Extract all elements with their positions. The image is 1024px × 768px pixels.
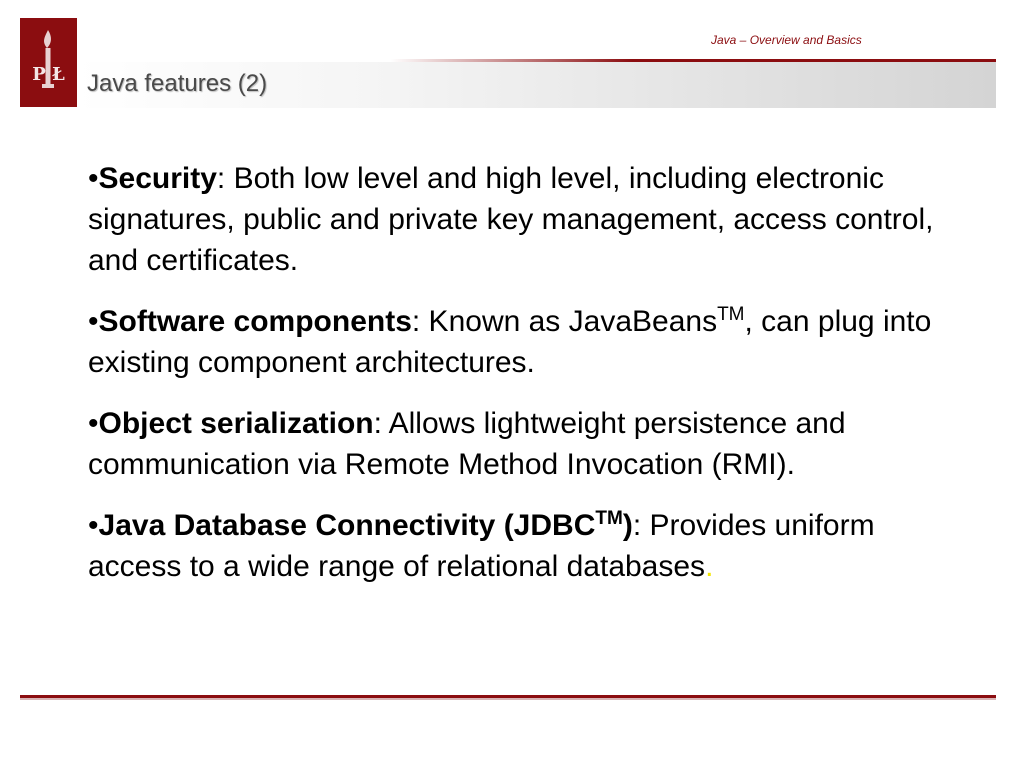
bullet-object-serialization	[88, 403, 968, 485]
bullet-text: : Known as JavaBeans	[411, 305, 718, 338]
bullet-marker: •	[88, 509, 99, 542]
bullet-term-close: )	[622, 509, 633, 542]
footer-divider	[20, 695, 996, 698]
header-accent-line	[390, 59, 996, 62]
bullet-term-text: Java Database Connectivity (JDBC	[98, 509, 596, 542]
university-logo	[20, 18, 77, 107]
bullet-term: Security	[98, 162, 217, 195]
bullet-term: Object serialization	[98, 407, 374, 440]
bullet-software-components	[88, 301, 968, 383]
bullet-text: : Provides uniform access to a wide range of relational databases	[88, 509, 875, 583]
bullet-term	[99, 509, 633, 542]
bullet-list	[88, 158, 968, 607]
university-emblem-icon	[20, 18, 77, 107]
bullet-marker: •	[88, 162, 99, 195]
bullet-text: : Allows lightweight persistence and communication via Remote Method Invocation (RMI).	[88, 407, 846, 481]
trailing-period: .	[705, 550, 714, 583]
bullet-marker: •	[88, 305, 99, 338]
bullet-text-continued: , can plug into existing component architectures.	[88, 305, 932, 379]
bullet-marker: •	[88, 407, 99, 440]
bullet-text: : Both low level and high level, including electronic signatures, public and private key management, access control, and certificates.	[88, 162, 934, 277]
bullet-security	[88, 158, 968, 281]
svg-text:P Ł: P Ł	[32, 64, 65, 85]
presentation-subtitle: Java – Overview and Basics	[711, 33, 862, 47]
slide-title: Java features (2)	[87, 70, 268, 97]
trademark-superscript: TM	[717, 304, 745, 325]
bullet-jdbc	[88, 505, 968, 587]
trademark-superscript: TM	[595, 508, 623, 529]
bullet-term: Software components	[98, 305, 412, 338]
